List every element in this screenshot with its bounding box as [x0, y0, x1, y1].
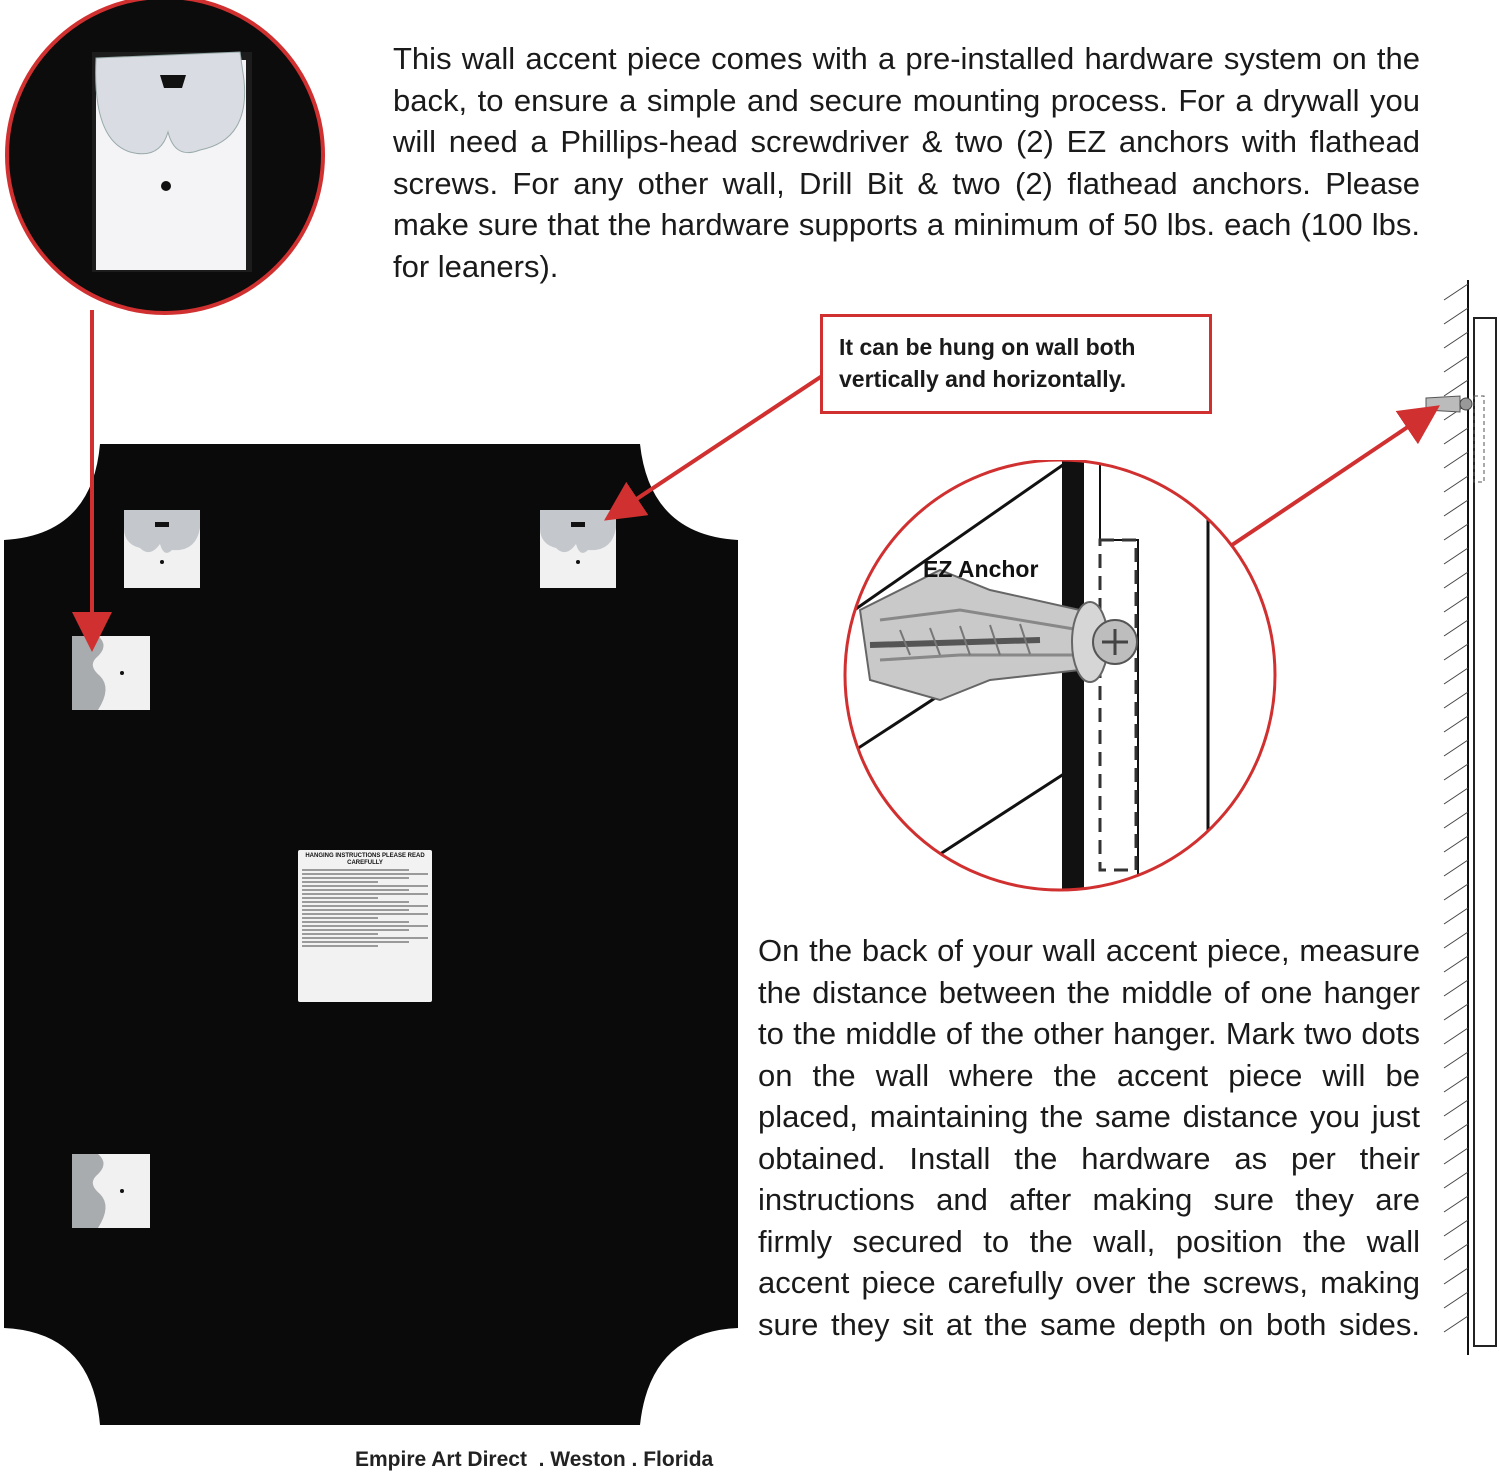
hanger-top-left — [124, 510, 200, 588]
ez-anchor-label: EZ Anchor — [923, 556, 1039, 582]
mounting-steps-paragraph: On the back of your wall accent piece, measure the distance between the middle of one hanger to the middle of the other hanger. Mark two dots on the wall where the accent piece will be placed, maintaining the same distance you just obtained. Install the hardware as per their instructions and after making sure they are firmly secured to the wall, position the wall accent piece carefully over the screws, making sure they sit at the same depth on both sides. — [758, 933, 1420, 1342]
hanger-top-right — [540, 510, 616, 588]
label-sticker-title: HANGING INSTRUCTIONS PLEASE READ CAREFULLY — [305, 853, 425, 866]
ez-anchor-zoom-circle — [840, 460, 1290, 910]
company-footer: Empire Art Direct . Weston . Florida — [355, 1448, 714, 1471]
wall-side-view — [1410, 280, 1500, 1360]
hanger-zoom-circle — [0, 0, 330, 330]
orientation-callout: It can be hung on wall both vertically and horizontally. — [820, 314, 1212, 414]
hanger-side-lower — [72, 1154, 150, 1228]
intro-paragraph: This wall accent piece comes with a pre-installed hardware system on the back, to ensure a simple and secure mounting process. For a drywall you will need a Phillips-head screwdriver & two (2) EZ anchors with flathead screws. For any other wall, Drill Bit & two (2) flathead anchors. Please make sure that the hardware supports a minimum of 50 lbs. each (100 lbs. for leaners). — [393, 41, 1420, 284]
wall-anchor-icon — [1426, 396, 1472, 412]
hanger-side-upper — [72, 636, 150, 710]
instruction-label-sticker — [298, 850, 432, 1002]
